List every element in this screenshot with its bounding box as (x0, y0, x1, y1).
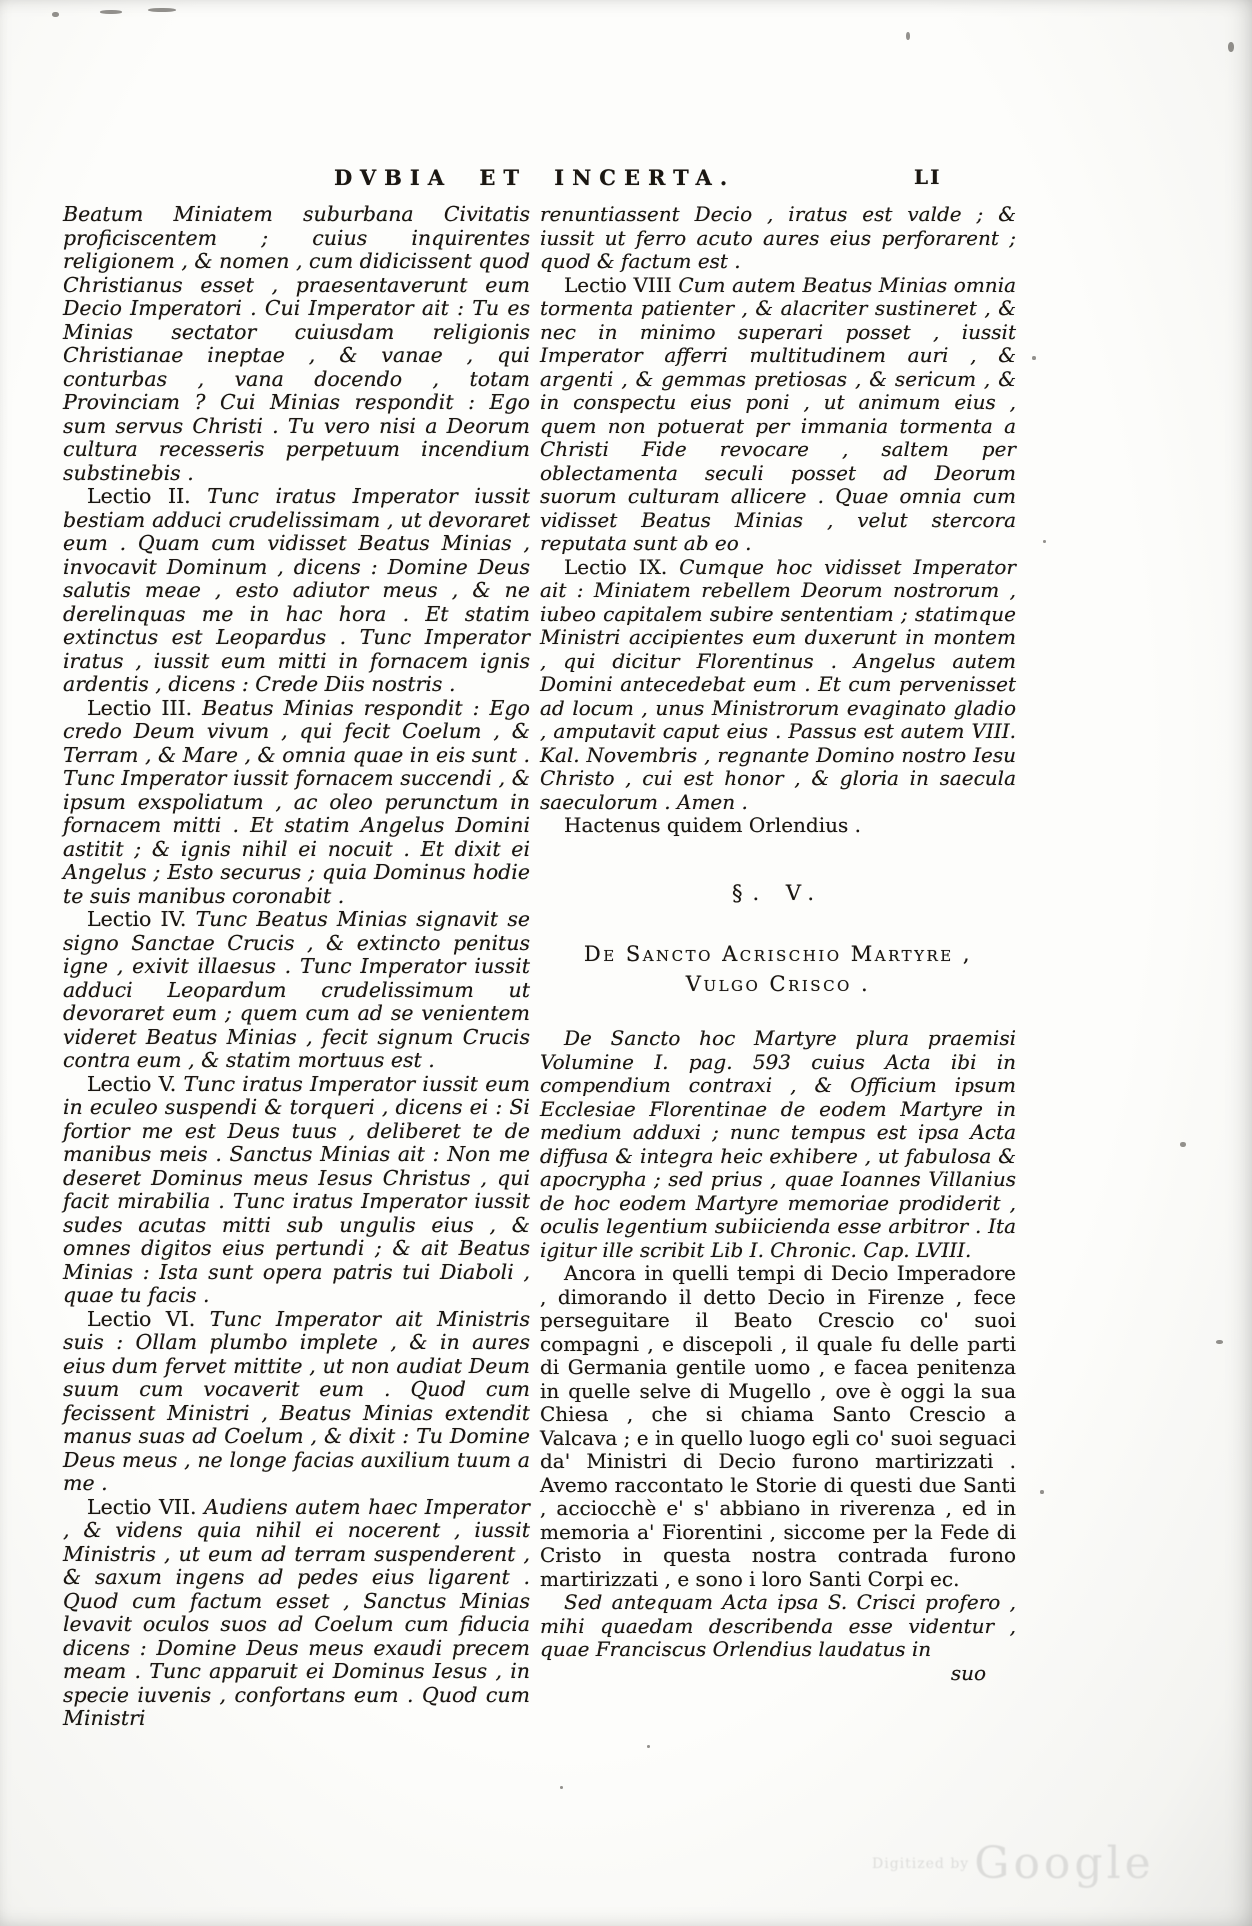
ink-speck (647, 1745, 650, 1748)
left-column (63, 203, 530, 1731)
lectio-label: Lectio II. (87, 484, 191, 508)
paragraph (63, 1496, 530, 1731)
ink-speck (906, 32, 910, 40)
paragraph (63, 697, 530, 909)
paragraph-text: renuntiassent Decio , iratus est valde ; & iussit ut ferro acuto aures eius perforarent ; quod & factum est . (540, 202, 1016, 273)
lectio-label: Lectio IX. (564, 554, 668, 579)
paragraph: Sed antequam Acta ipsa S. Crisci profero , mihi quaedam describenda esse videntur , quae Franciscus Orlendius laudatus in (540, 1590, 1016, 1661)
lectio-label: Lectio VIII (564, 272, 672, 297)
paragraph (63, 908, 530, 1073)
lectio-label: Lectio V. (87, 1071, 177, 1096)
paragraph (540, 274, 1016, 556)
closing-line: Hactenus quidem Orlendius . (564, 813, 861, 837)
ink-speck (100, 10, 122, 14)
paragraph-text: Beatum Miniatem suburbana Civitatis proficiscentem ; cuius inquirentes religionem , & nomen , cum didicissent quod Christianus esset , praesentaverunt eum Decio Imperatori . Cui Imperator ait : Tu es Minias sectator cuiusdam religionis Christianae ineptae , & vanae , qui conturbas , vana docendo , totam Provinciam ? Cui Minias respondit : Ego sum servus Christi . Tu vero nisi a Deorum cultura recesseris perpetuum incendium substinebis . (63, 202, 530, 485)
watermark-prefix-text: Digitized by (872, 1856, 970, 1872)
ink-speck (1228, 42, 1234, 52)
section-heading-line1: De Sancto Acrischio Martyre , (583, 942, 973, 966)
lectio-label: Lectio IV. (87, 907, 187, 931)
paragraph (63, 1073, 530, 1308)
paragraph-text: Cum autem Beatus Minias omnia tormenta patienter , & alacriter sustineret , & nec in minimo superari posset , iussit Imperator afferri multitudinem auri , & argenti , & gemmas pretiosas , & sericum , & in conspectu eius poni , ut animum eius , quem non potuerat per immania tormenta a Christi Fide revocare , saltem per oblectamenta seculi posset ad Deorum suorum culturam allicere . Quae omnia cum vidisset Beatus Minias , velut stercora reputata sunt ab eo . (540, 272, 1017, 555)
paragraph-text: Tunc Imperator ait Ministris suis : Ollam plumbo implete , & in aures eius dum fervet mittite , ut non audiat Deum suum cum vocaverit eum . Quod cum fecissent Ministri , Beatus Minias extendit manus suas ad Coelum , & dixit : Tu Domine Deus meus , ne longe facias auxilium tuum a me . (63, 1306, 530, 1495)
lectio-label: Lectio VII. (87, 1494, 197, 1519)
ink-speck (1180, 1142, 1186, 1147)
google-watermark (872, 1838, 1155, 1889)
running-title: DVBIA ET INCERTA. (334, 165, 736, 190)
paragraph: Ancora in quelli tempi di Decio Imperadore , dimorando il detto Decio in Firenze , fece perseguitare il Beato Crescio co' suoi compagni , e discepoli , il quale fu delle parti di Germania gentile uomo , e facea penitenza in quelle selve di Mugello , ove è oggi la sua Chiesa , che si chiama Santo Crescio a Valcava ; e in quello luogo egli co' suoi seguaci da' Ministri di Decio furono martirizzati . Avemo raccontato le Storie di questi due Santi , acciocchè e' s' abbiano in riverenza , ed in memoria a' Fiorentini , siccome per la Fede di Cristo in questa nostra contrada furono martirizzati , e sono i loro Santi Corpi ec. (540, 1261, 1016, 1591)
right-column (540, 203, 1016, 1685)
ink-speck (1043, 540, 1046, 543)
catchword: suo (950, 1660, 986, 1685)
paragraph-text: Tunc Beatus Minias signavit se signo Sanctae Crucis , & extincto penitus igne , exivit illaesus . Tunc Imperator iussit adduci Leopardum crudelissimum ut devoraret eum ; quem cum ad se venientem videret Beatus Minias , fecit signum Crucis contra eum , & statim mortuus est . (63, 907, 530, 1072)
google-logo-text: Google (974, 1838, 1155, 1889)
paragraph (63, 203, 530, 485)
lectio-label: Lectio VI. (87, 1306, 196, 1331)
ink-speck (148, 8, 176, 12)
paragraph (63, 485, 530, 697)
paragraph-text: Tunc iratus Imperator iussit eum in eculeo suspendi & torqueri , dicens ei : Si fortior me est Deus tuus , deliberet te de manibus meis . Sanctus Minias ait : Non me deseret Dominus meus Iesus Christus , qui facit mirabilia . Tunc iratus Imperator iussit sudes acutas mitti sub ungulis eius , & omnes digitos eius pertundi ; & ait Beatus Minias : Ista sunt opera patris tui Diaboli , quae tu facis . (63, 1071, 530, 1307)
paragraph (63, 1308, 530, 1496)
page-number: LI (914, 165, 942, 189)
paragraph (540, 556, 1016, 815)
ink-speck (52, 12, 59, 17)
paragraph-text: Beatus Minias respondit : Ego credo Deum vivum , qui fecit Coelum , & Terram , & Mare , & omnia quae in eis sunt . Tunc Imperator iussit fornacem succendi , & ipsum exspoliatum , ac oleo perunctum in fornacem mitti . Et statim Angelus Domini astitit ; & ignis nihil ei nocuit . Et dixit ei Angelus ; Esto securus ; quia Dominus hodie te suis manibus coronabit . (63, 695, 530, 908)
paragraph: De Sancto hoc Martyre plura praemisi Volumine I. pag. 593 cuius Acta ibi in compendium contraxi , & Officium ipsum Ecclesiae Florentinae de eodem Martyre in medium adduxi ; nunc tempus est ipsa Acta diffusa & integra heic exhibere , ut fabulosa & apocrypha ; sed prius , quae Ioannes Villanius de hoc eodem Martyre memoriae prodiderit , oculis legentium subiicienda esse arbitror . Ita igitur ille scribit Lib I. Chronic. Cap. LVIII. (540, 1026, 1016, 1262)
paragraph-text: Cumque hoc vidisset Imperator ait : Miniatem rebellem Deorum nostrorum , iubeo capitalem subire sententiam ; statimque Ministri accipientes eum duxerunt in montem , qui dicitur Florentinus . Angelus autem Domini antecedebat eum . Et cum pervenisset ad locum , unus Ministrorum evaginato gladio , amputavit caput eius . Passus est autem VIII. Kal. Novembris , regnante Domino nostro Iesu Christo , cui est honor , & gloria in saecula saeculorum . Amen . (540, 554, 1016, 814)
paragraph (540, 203, 1016, 274)
ink-speck (1216, 1340, 1223, 1344)
paragraph-text: Tunc iratus Imperator iussit bestiam adduci crudelissimam , ut devoraret eum . Quam cum vidisset Beatus Minias , invocavit Dominum , dicens : Domine Deus salutis meae , esto adiutor meus , & ne derelinquas me in hac hora . Et statim extinctus est Leopardus . Tunc Imperator iratus , iussit eum mitti in fornacem ignis ardentis , dicens : Crede Diis nostris . (63, 484, 530, 696)
ink-speck (560, 1786, 563, 1789)
ink-speck (1040, 1490, 1044, 1494)
paragraph-text: Audiens autem haec Imperator , & videns quia nihil ei nocerent , iussit Ministris , ut eum ad terram suspenderent , & saxum ingens ad pedes eius ligarent . Quod cum factum esset , Sanctus Minias levavit oculos suos ad Coelum cum fiducia dicens : Domine Deus meus exaudi precem meam . Tunc apparuit ei Dominus Iesus , in specie iuvenis , confortans eum . Quod cum Ministri (63, 1494, 530, 1730)
ink-speck (1032, 356, 1036, 360)
section-mark: §. V. (731, 880, 825, 905)
lectio-label: Lectio III. (87, 695, 193, 720)
section-heading-line2: Vulgo Crisco . (685, 972, 871, 996)
